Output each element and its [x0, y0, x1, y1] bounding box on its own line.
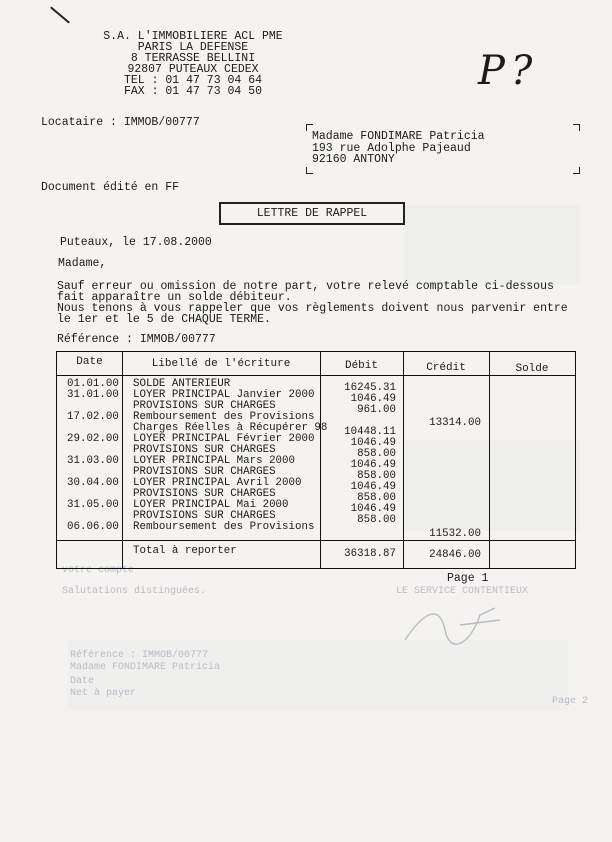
header-date: Date — [76, 356, 103, 368]
reference: Référence : IMMOB/00777 — [57, 333, 216, 346]
recipient-line: Madame FONDIMARE Patricia — [312, 130, 485, 143]
debit-value: 10448.11 — [344, 426, 396, 438]
table-label: PROVISIONS SUR CHARGES — [133, 510, 276, 522]
table-label: LOYER PRINCIPAL Mai 2000 — [133, 499, 289, 511]
debit-value: 858.00 — [357, 492, 396, 504]
table-label: PROVISIONS SUR CHARGES — [133, 400, 276, 412]
table-date: 06.06.00 — [67, 521, 119, 533]
table-label: LOYER PRINCIPAL Janvier 2000 — [133, 389, 315, 401]
date-column — [67, 379, 119, 533]
total-debit: 36318.87 — [344, 548, 396, 560]
window-corner-mark — [573, 167, 580, 174]
table-label: PROVISIONS SUR CHARGES — [133, 444, 276, 456]
sender-line: FAX : 01 47 73 04 50 — [123, 85, 263, 98]
total-label: Total à reporter — [133, 545, 237, 557]
page-label: Page 1 — [447, 572, 489, 585]
table-label: LOYER PRINCIPAL Mars 2000 — [133, 455, 295, 467]
header-label: Libellé de l'écriture — [151, 358, 291, 370]
column-divider — [122, 352, 123, 568]
sender-line: S.A. L'IMMOBILIERE ACL PME — [103, 30, 283, 43]
table-label: Remboursement des Provisions — [133, 411, 315, 423]
total-credit: 24846.00 — [429, 549, 481, 561]
header-divider — [57, 375, 575, 376]
label-column — [133, 379, 327, 533]
sender-line: TEL : 01 47 73 04 64 — [123, 74, 263, 87]
debit-value: 1046.49 — [350, 481, 396, 493]
total-divider — [57, 540, 575, 541]
credit-value: 13314.00 — [429, 417, 481, 429]
debit-value: 1046.49 — [350, 437, 396, 449]
table-label: Remboursement des Provisions — [133, 521, 315, 533]
statement-table — [56, 351, 576, 569]
credit-value: 11532.00 — [429, 528, 481, 540]
scratch-mark — [50, 7, 70, 24]
recipient-line: 193 rue Adolphe Pajeaud — [312, 141, 471, 155]
debit-column — [320, 383, 396, 537]
debit-value: 961.00 — [357, 404, 396, 416]
window-corner-mark — [573, 124, 580, 131]
body-line: Sauf erreur ou omission de notre part, votre relevé comptable ci-dessous — [57, 280, 554, 293]
debit-value: 1046.49 — [350, 393, 396, 405]
handwritten-note: P? — [478, 48, 539, 94]
signature-scribble — [400, 600, 510, 650]
debit-value: 858.00 — [357, 514, 396, 526]
table-label: PROVISIONS SUR CHARGES — [133, 466, 276, 478]
debit-value — [320, 526, 396, 537]
currency-note: Document édité en FF — [41, 181, 180, 194]
debit-value: 858.00 — [357, 448, 396, 460]
sender-line: 8 TERRASSE BELLINI — [130, 52, 256, 65]
table-label: LOYER PRINCIPAL Avril 2000 — [133, 477, 302, 489]
salutation: Madame, — [58, 257, 107, 270]
table-date: 01.01.00 — [67, 378, 119, 390]
table-date: 17.02.00 — [67, 411, 119, 423]
debit-value: 1046.49 — [350, 459, 396, 471]
header-balance: Solde — [515, 363, 549, 375]
sender-line: PARIS LA DEFENSE — [137, 41, 249, 54]
body-line: fait apparaître un solde débiteur. — [57, 291, 292, 304]
table-date: 29.02.00 — [67, 433, 119, 445]
body-text — [57, 281, 568, 325]
table-date: 31.05.00 — [67, 499, 119, 511]
table-label: SOLDE ANTERIEUR — [133, 378, 231, 390]
table-label: LOYER PRINCIPAL Février 2000 — [133, 433, 315, 445]
date-line: Puteaux, le 17.08.2000 — [60, 236, 212, 249]
debit-value: 16245.31 — [344, 382, 396, 394]
table-date: 30.04.00 — [67, 477, 119, 489]
recipient-line: 92160 ANTONY — [312, 153, 395, 166]
document-title — [219, 202, 405, 225]
header-debit: Débit — [344, 360, 378, 372]
tenant-label: Locataire : IMMOB/00777 — [41, 116, 200, 129]
body-line: Nous tenons à vous rappeler que vos règlements doivent nous parvenir entre — [57, 302, 568, 315]
header-credit: Crédit — [426, 362, 466, 374]
table-date: 31.03.00 — [67, 455, 119, 467]
debit-value: 858.00 — [357, 470, 396, 482]
column-divider — [489, 352, 490, 568]
document-title-text: LETTRE DE RAPPEL — [256, 207, 368, 220]
recipient-block — [312, 131, 485, 166]
sender-line: 92807 PUTEAUX CEDEX — [127, 63, 259, 76]
body-line: le 1er et le 5 de CHAQUE TERME. — [57, 313, 271, 326]
table-date: 31.01.00 — [67, 389, 119, 401]
window-corner-mark — [306, 167, 313, 174]
debit-value: 1046.49 — [350, 503, 396, 515]
table-label: PROVISIONS SUR CHARGES — [133, 488, 276, 500]
sender-block — [98, 31, 288, 97]
table-label: Charges Réelles à Récupérer 98 — [133, 422, 328, 434]
